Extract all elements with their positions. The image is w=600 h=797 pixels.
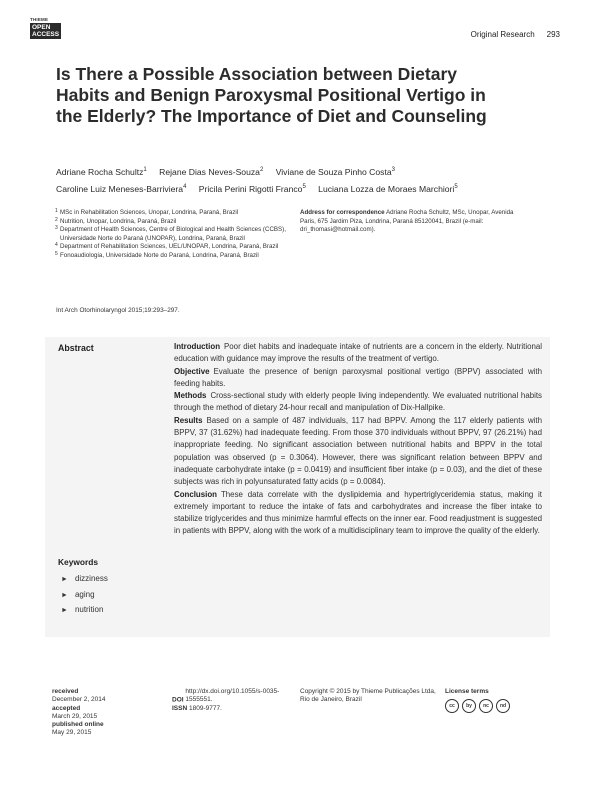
publisher-logo xyxy=(30,17,61,39)
affiliation: 5 Fonoaudiologia, Universidade Norte do Paraná, Londrina, Paraná, Brazil xyxy=(55,250,259,259)
license-label: License terms xyxy=(445,688,489,695)
author: Viviane de Souza Pinho Costa$^3$ xyxy=(275,166,395,177)
keyword-item: ► dizziness xyxy=(61,574,108,583)
logo-top-text: THIEME xyxy=(30,17,49,22)
nc-icon: nc xyxy=(479,699,493,713)
received-date: December 2, 2014 xyxy=(52,696,106,704)
cc-icon: cc xyxy=(445,699,459,713)
logo-line2: ACCESS xyxy=(32,31,60,38)
copyright-notice: Copyright © 2015 by Thieme Publicações Ltda, Rio de Janeiro, Brazil xyxy=(300,688,436,704)
abstract-heading: Abstract xyxy=(58,343,94,353)
correspondence-label: Address for correspondence xyxy=(300,209,385,216)
author: Adriane Rocha Schultz$^1$ xyxy=(56,166,147,177)
abstract-section: Objective Evaluate the presence of benign paroxysmal positional vertigo (BPPV) associated with feeding habits. xyxy=(174,366,542,388)
issn-value: 1809-9777. xyxy=(188,704,222,712)
keyword-item: ► nutrition xyxy=(61,605,104,614)
abstract-section: Results Based on a sample of 487 individuals, 117 had BPPV. Among the 117 elderly patients with BPPV, 37 (31.62%) had inadequate feeding. From those 370 individuals without BPPV, 97 (26.21%) had inappropriate feeding. No significant association between nutritional habits and BPPV in the total population was observed (p = 0.3064). However, there was significant relation between BPPV and inadequate carbohydrate intake (p = 0.0419) and insufficient fiber intake (p = 0.03), and the diet of these subjects was rich in polyunsaturated fatty acids (p = 0.0084). xyxy=(174,415,542,487)
license-block xyxy=(445,688,513,713)
by-icon: by xyxy=(462,699,476,713)
author-line-2 xyxy=(56,180,576,197)
section-label: Original Research xyxy=(470,30,535,39)
doi-block xyxy=(172,688,285,713)
published-label: published online xyxy=(52,721,104,729)
affiliation: 4 Department of Rehabilitation Sciences, UEL/UNOPAR, Londrina, Paraná, Brazil xyxy=(55,242,279,251)
affiliations xyxy=(56,209,291,261)
author-list xyxy=(56,163,576,197)
author: Caroline Luiz Meneses-Barriviera$^4$ xyxy=(56,183,187,194)
abstract-section: Conclusion These data correlate with the dyslipidemia and hypertriglyceridemia status, making it extremely important to reduce the intake of fats and carbohydrates and increase the fiber intake to stabilize triglycerides and thus minimize harmful effects on the inner ear. Food readjustment is suggested in patients with BPPV, along with the work of a multidisciplinary team to improve the quality of the elderly. xyxy=(174,489,542,536)
author-line-1 xyxy=(56,163,576,180)
doi-link[interactable]: http://dx.doi.org/10.1055/s-0035-1555551. xyxy=(185,688,280,704)
logo-line1: OPEN xyxy=(32,24,51,31)
article-title: Is There a Possible Association between Dietary Habits and Benign Paroxysmal Positional Vertigo in the Elderly? The Importance of Diet and Counseling xyxy=(56,64,487,126)
keywords-list xyxy=(61,572,108,619)
running-header xyxy=(459,30,560,39)
article-dates xyxy=(52,688,105,738)
abstract-section: Methods Cross-sectional study with elderly people living independently. We evaluated nutritional habits through the method of dietary 24-hour recall and manipulation of Dix-Hallpike. xyxy=(174,391,542,413)
accepted-label: accepted xyxy=(52,704,81,712)
correspondence-address xyxy=(300,209,530,235)
abstract-section: Introduction Poor diet habits and inadequate intake of nutrients are a concern in the elderly. Nutritional education with guidance may improve the results of the treatment of vertigo. xyxy=(174,342,542,364)
nd-icon: nd xyxy=(496,699,510,713)
issn-label: ISSN xyxy=(172,704,188,712)
correspondence-text: Adriane Rocha Schultz, MSc, Unopar, Avenida Paris, 675 Jardim Piza, Londrina, Paraná 85120041, Brazil (e-mail: dri_thomasi@hotmail.com). xyxy=(300,209,514,234)
license-icons[interactable] xyxy=(445,699,513,713)
accepted-date: March 29, 2015 xyxy=(52,712,98,720)
author: Luciana Lozza de Moraes Marchiori$^5$ xyxy=(318,183,458,194)
author: Rejane Dias Neves-Souza$^2$ xyxy=(159,166,264,177)
keyword-item: ► aging xyxy=(61,589,95,599)
affiliation: 3 Department of Health Sciences, Centre of Biological and Health Sciences (CCBS), Universidade Norte do Paraná (UNOPAR), Londrina, Paraná, Brazil xyxy=(55,225,286,242)
doi-label: DOI xyxy=(172,696,184,704)
abstract-body xyxy=(174,341,542,538)
logo-box xyxy=(30,23,61,39)
received-label: received xyxy=(52,688,79,695)
published-date: May 29, 2015 xyxy=(52,729,92,737)
affiliation: 1 MSc in Rehabilitation Sciences, Unopar, Londrina, Paraná, Brazil xyxy=(55,208,239,216)
affiliation: 2 Nutrition, Unopar, Londrina, Paraná, Brazil xyxy=(55,216,177,225)
author: Pricila Perini Rigotti Franco$^5$ xyxy=(198,183,306,194)
page-number: 293 xyxy=(546,30,560,39)
keywords-heading: Keywords xyxy=(58,557,99,567)
journal-citation: Int Arch Otorhinolaryngol 2015;19:293–297. xyxy=(56,307,180,314)
